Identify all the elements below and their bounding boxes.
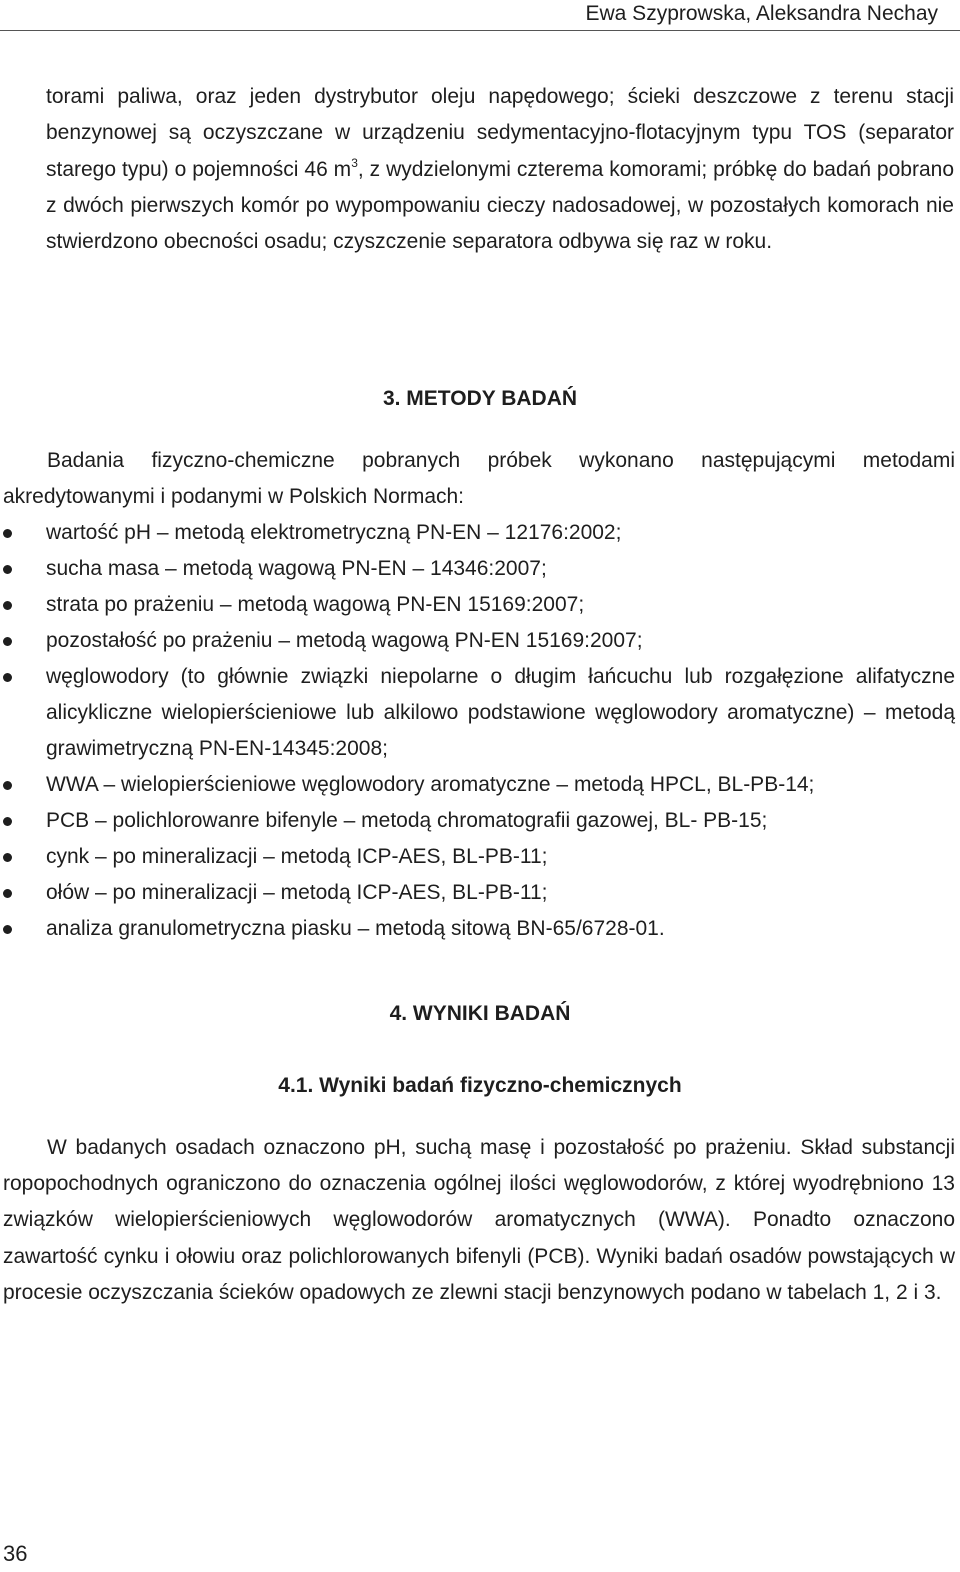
bullet-icon	[3, 889, 12, 898]
methods-list	[0, 515, 955, 947]
list-item-text: analiza granulometryczna piasku – metodą sitową BN-65/6728-01.	[46, 917, 665, 940]
section-heading-results: 4. WYNIKI BADAŃ	[389, 1002, 571, 1025]
bullet-icon	[3, 637, 12, 646]
list-item-text: strata po prażeniu – metodą wagową PN-EN 15169:2007;	[46, 593, 585, 616]
list-item	[0, 623, 955, 659]
bullet-icon	[3, 853, 12, 862]
bullet-icon	[3, 601, 12, 610]
bullet-icon	[3, 565, 12, 574]
list-item	[0, 911, 955, 947]
list-item	[0, 659, 955, 767]
list-item	[0, 839, 955, 875]
page-number: 36	[3, 1541, 28, 1566]
methods-intro-paragraph: Badania fizyczno-chemiczne pobranych próbek wykonano następującymi metodami akredytowanymi i podanymi w Polskich Normach:	[3, 449, 955, 508]
intro-text-end: , z wydzielonymi czterema komorami; próbkę do badań pobrano z dwóch pierwszych komór po wypompowaniu cieczy nadosadowej, w pozostałych komorach nie stwierdzono obecności osadu; czyszczenie separatora odbywa się raz w roku.	[46, 157, 955, 254]
results-paragraph: W badanych osadach oznaczono pH, suchą masę i pozostałość po prażeniu. Skład substancji ropopochodnych ograniczono do oznaczenia ogólnej ilości węglowodorów, z której wyodrębniono 13 związków wielopierścieniowych węglowodorów aromatycznych (WWA). Ponadto oznaczono zawartość cynku i ołowiu oraz polichlorowanych bifenyli (PCB). Wyniki badań osadów powstających w procesie oczyszczania ścieków opadowych ze zlewni stacji benzynowych podano w tabelach 1, 2 i 3.	[3, 1136, 955, 1304]
bullet-icon	[3, 781, 12, 790]
list-item-text: wartość pH – metodą elektrometryczną PN-EN – 12176:2002;	[46, 521, 622, 544]
list-item-text: PCB – polichlorowanre bifenyle – metodą chromatografii gazowej, BL- PB-15;	[46, 809, 768, 832]
list-item-text: węglowodory (to głównie związki niepolarne o długim łańcuchu lub rozgałęzione alifatyczne alicykliczne wielopierścieniowe lub alkilowo podstawione węglowodory aromatyczne) – metodą grawimetryczną PN-EN-14345:2008;	[46, 665, 955, 760]
bullet-icon	[3, 673, 12, 682]
list-item	[0, 875, 955, 911]
section-heading-methods: 3. METODY BADAŃ	[382, 387, 578, 410]
header-rule	[0, 30, 960, 31]
list-item	[0, 803, 955, 839]
bullet-icon	[3, 529, 12, 538]
bullet-icon	[3, 817, 12, 826]
list-item-text: pozostałość po prażeniu – metodą wagową PN-EN 15169:2007;	[46, 629, 643, 652]
subsection-heading-physchem: 4.1. Wyniki badań fizyczno-chemicznych	[278, 1074, 682, 1097]
list-item	[0, 767, 955, 803]
list-item-text: WWA – wielopierścieniowe węglowodory aromatyczne – metodą HPCL, BL-PB-14;	[46, 773, 815, 796]
list-item	[0, 551, 955, 587]
intro-text-start: torami paliwa, oraz jeden dystrybutor oleju napędowego; ścieki deszczowe z terenu stacji benzynowej są oczyszczane w urządzeniu sedymentacyjno-flotacyjnym typu TOS (separator starego typu) o pojemności 46 m	[46, 85, 954, 181]
superscript-exponent: 3	[351, 155, 358, 170]
intro-paragraph	[46, 79, 954, 260]
list-item-text: sucha masa – metodą wagową PN-EN – 14346:2007;	[46, 557, 547, 580]
running-header: Ewa Szyprowska, Aleksandra Nechay	[585, 2, 938, 25]
list-item-text: ołów – po mineralizacji – metodą ICP-AES, BL-PB-11;	[46, 881, 548, 904]
bullet-icon	[3, 925, 12, 934]
list-item	[0, 587, 955, 623]
list-item-text: cynk – po mineralizacji – metodą ICP-AES, BL-PB-11;	[46, 845, 548, 868]
list-item	[0, 515, 955, 551]
